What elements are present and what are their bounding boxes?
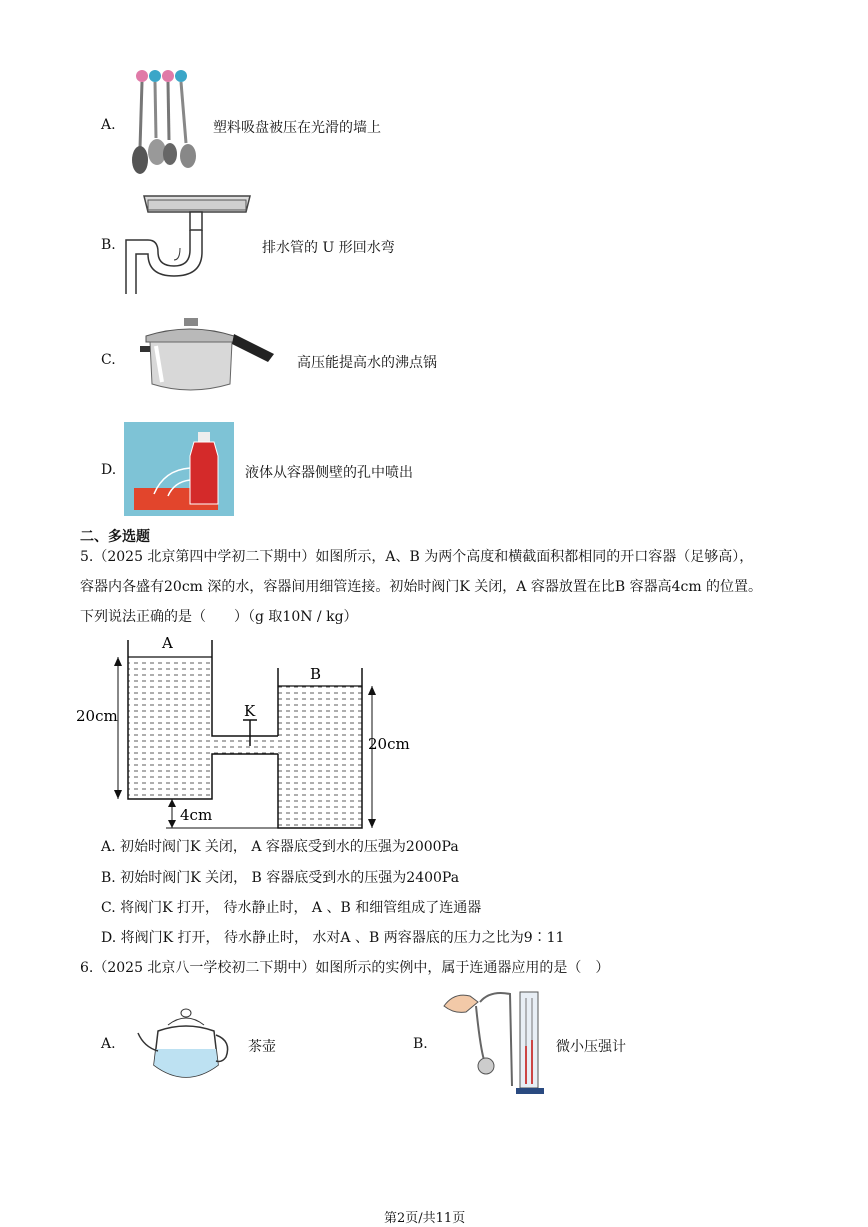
teapot-icon: [136, 1005, 234, 1087]
q6-option-b-text: 微小压强计: [556, 1039, 626, 1055]
q4-option-c-text: 高压能提高水的沸点锅: [297, 355, 437, 371]
q4-option-c-letter: C.: [101, 352, 116, 368]
connected-vessels-diagram: [70, 630, 420, 830]
bottle-jet-icon: [124, 422, 234, 516]
label-offset: 4cm: [180, 806, 213, 824]
q5-option-d: D. 将阀门K 打开， 待水静止时， 水对A 、B 两容器底的压力之比为9∶11: [101, 930, 565, 946]
label-k: K: [244, 702, 256, 720]
q5-option-c: C. 将阀门K 打开， 待水静止时， A 、B 和细管组成了连通器: [101, 900, 482, 916]
q5-stem-line1: 5.（2025 北京第四中学初二下期中）如图所示，A、B 为两个高度和横截面积都相同的开口容器（足够高），: [80, 549, 754, 565]
q4-option-b-letter: B.: [101, 237, 116, 253]
q5-stem-line3: 下列说法正确的是（ ）（g 取10N / kg）: [80, 609, 358, 625]
q4-option-d-letter: D.: [101, 462, 117, 478]
q6-option-a-text: 茶壶: [248, 1039, 276, 1055]
label-b: B: [310, 665, 322, 683]
manometer-icon: [440, 986, 552, 1098]
label-right-depth: 20cm: [368, 735, 410, 753]
pressure-cooker-icon: [140, 316, 280, 396]
q4-option-a-letter: A.: [101, 117, 116, 133]
q4-option-b-text: 排水管的 U 形回水弯: [262, 240, 395, 256]
q6-option-a-letter: A.: [101, 1036, 116, 1052]
page-footer: 第2页/共11页: [384, 1211, 466, 1226]
q4-option-a-text: 塑料吸盘被压在光滑的墙上: [213, 120, 381, 136]
suction-hooks-icon: [128, 68, 200, 178]
sink-trap-icon: [122, 190, 252, 294]
q5-option-a: A. 初始时阀门K 关闭， A 容器底受到水的压强为2000Pa: [101, 839, 459, 855]
q6-option-b-letter: B.: [413, 1036, 428, 1052]
q6-stem: 6.（2025 北京八一学校初二下期中）如图所示的实例中，属于连通器应用的是（ ）: [80, 960, 610, 976]
label-left-depth: 20cm: [76, 707, 118, 725]
section-title: 二、多选题: [80, 529, 150, 545]
label-a: A: [162, 634, 173, 652]
q5-stem-line2: 容器内各盛有20cm 深的水，容器间用细管连接。初始时阀门K 关闭，A 容器放置在比B 容器高4cm 的位置。: [80, 579, 763, 595]
q5-option-b: B. 初始时阀门K 关闭， B 容器底受到水的压强为2400Pa: [101, 870, 460, 886]
q4-option-d-text: 液体从容器侧壁的孔中喷出: [245, 465, 413, 481]
